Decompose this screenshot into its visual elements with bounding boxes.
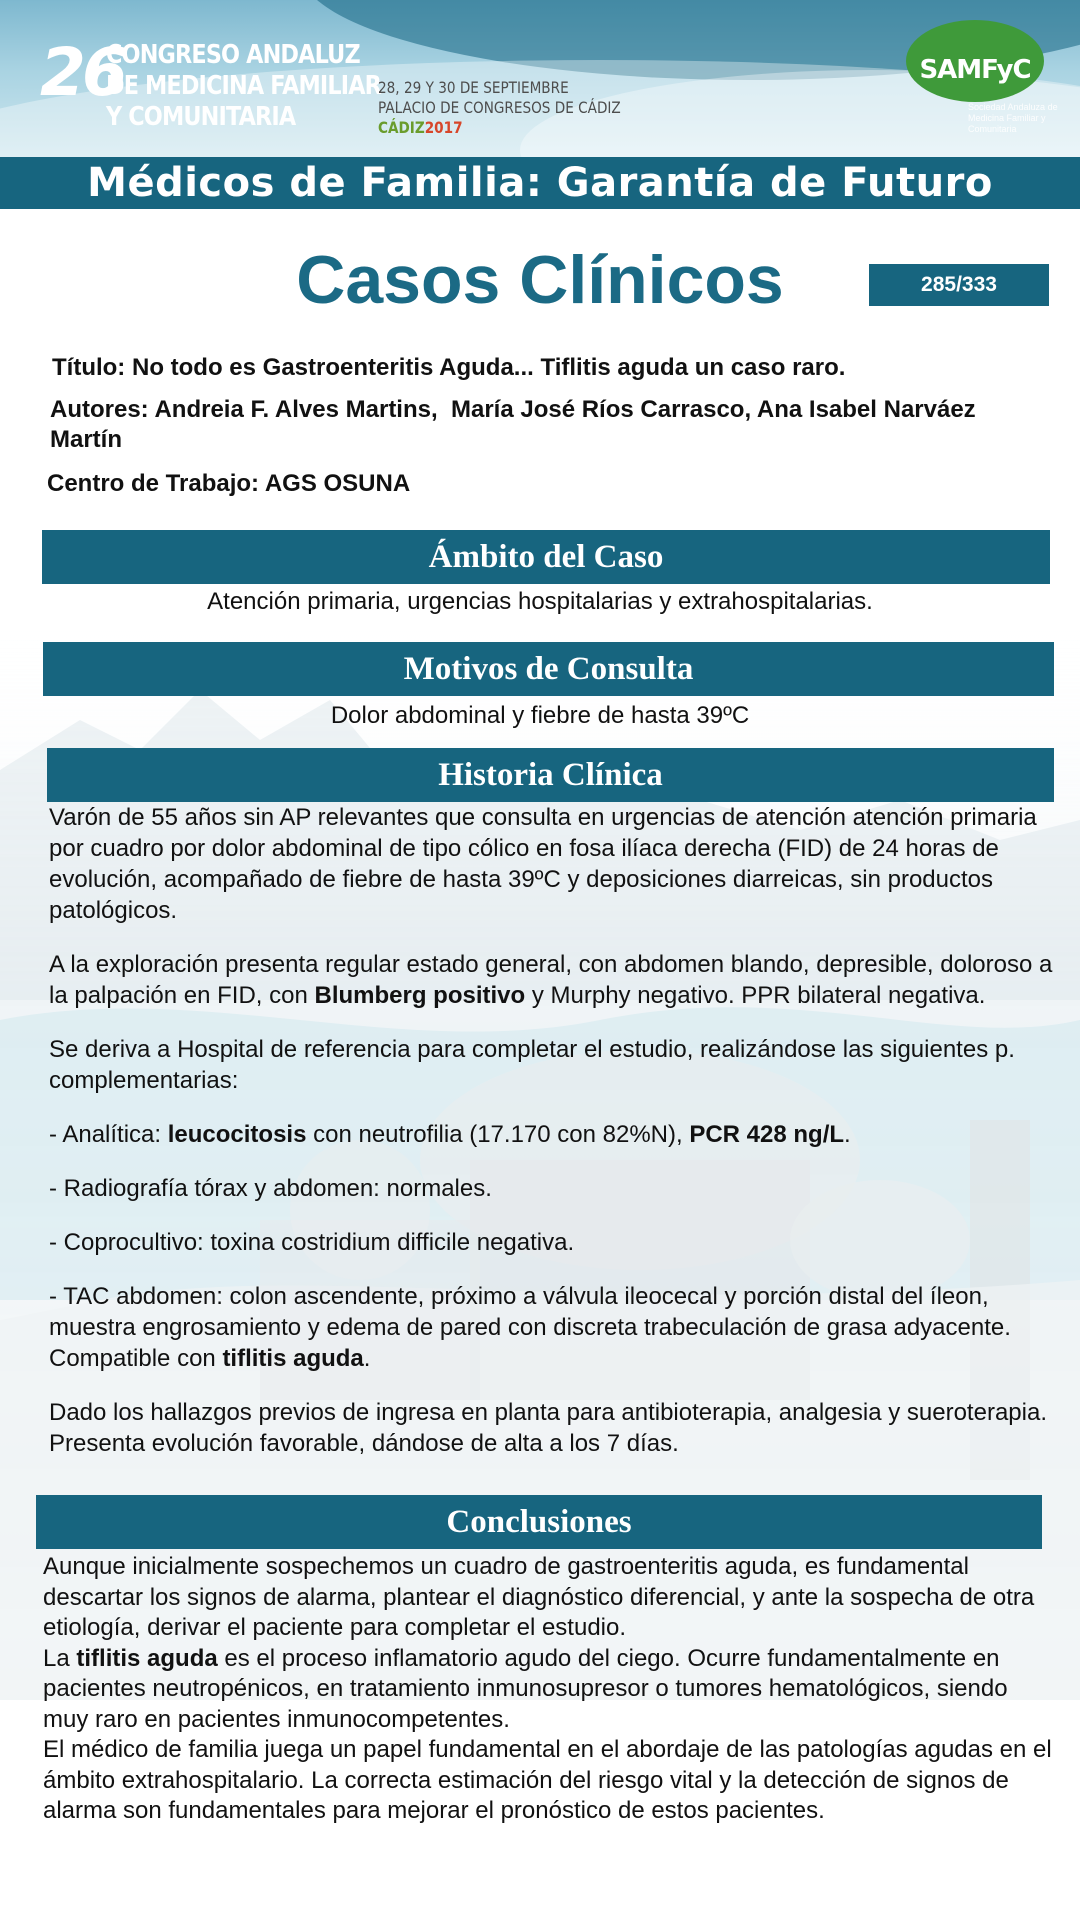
congress-header-banner xyxy=(0,0,1080,157)
text-run: La xyxy=(43,1644,77,1672)
conclusiones-paragraph: Aunque inicialmente sospechemos un cuadro de gastroenteritis aguda, es fundamental descartar los signos de alarma, plantear el diagnóstico diferencial, y ante la sospecha de otra etiología, derivar el paciente para completar el estudio. xyxy=(43,1553,1035,1641)
text-run: es el proceso inflamatorio agudo del ciego. Ocurre fundamentalmente en pacientes neutropénicos, en tratamiento inmunosupresor o tumores hematológicos, siendo muy raro en pacientes inmunocompetentes. xyxy=(43,1644,1008,1733)
work-center xyxy=(47,469,947,499)
congress-venue: PALACIO DE CONGRESOS DE CÁDIZ xyxy=(378,98,621,117)
conclusiones-body xyxy=(43,1552,1053,1827)
historia-paragraph: Dado los hallazgos previos de ingresa en planta para antibioterapia, analgesia y sueroterapia. Presenta evolución favorable, dándose de alta a los 7 días. xyxy=(49,1399,1047,1457)
case-title-label: Título: xyxy=(52,354,126,381)
case-authors xyxy=(50,395,1010,455)
congress-title-line: Y COMUNITARIA xyxy=(106,102,296,132)
bold-text-run: Blumberg positivo xyxy=(314,982,526,1009)
work-center-value: AGS OSUNA xyxy=(264,470,411,497)
congress-title-line: DE MEDICINA FAMILIAR xyxy=(106,71,382,101)
case-authors-label: Autores: xyxy=(50,396,149,423)
text-run: A la exploración presenta regular estado general, con abdomen blando, depresible, doloroso a la palpación en FID, con xyxy=(49,951,1053,1009)
bold-text-run: leucocitosis xyxy=(167,1121,307,1148)
bold-text-run: PCR 428 ng/L xyxy=(689,1121,845,1148)
historia-paragraph xyxy=(49,1281,1059,1374)
page-title: Casos Clínicos xyxy=(296,242,784,318)
slogan-bar xyxy=(0,157,1080,209)
congress-dates: 28, 29 Y 30 DE SEPTIEMBRE xyxy=(378,78,569,97)
case-title xyxy=(52,353,1052,383)
conclusiones-paragraph xyxy=(43,1644,1053,1736)
congress-number: 26 xyxy=(40,34,124,111)
text-run: - Analítica: xyxy=(49,1121,168,1148)
case-authors-value: Andreia F. Alves Martins, María José Ríos Carrasco, Ana Isabel Narváez Martín xyxy=(50,396,983,453)
congress-title-line: CONGRESO ANDALUZ xyxy=(106,40,360,70)
historia-paragraph xyxy=(49,949,1059,1011)
conclusiones-paragraph: El médico de familia juega un papel fundamental en el abordaje de las patologías agudas en el ámbito extrahospitalario. La correcta estimación del riesgo vital y la detección de signos de alarma son fundamentales para mejorar el pronóstico de estos pacientes. xyxy=(43,1736,1052,1824)
samfyc-logo-text: SAMFyC xyxy=(919,55,1031,85)
section-header-historia: Historia Clínica xyxy=(47,748,1054,802)
motivos-text: Dolor abdominal y fiebre de hasta 39ºC xyxy=(330,702,750,729)
text-run: . xyxy=(844,1121,851,1148)
historia-body xyxy=(49,802,1059,1482)
historia-paragraph: Se deriva a Hospital de referencia para completar el estudio, realizándose las siguientes p. complementarias: xyxy=(49,1036,1015,1094)
historia-paragraph xyxy=(49,1119,1059,1150)
congress-city: CÁDIZ xyxy=(378,118,425,137)
historia-paragraph: - Coprocultivo: toxina costridium difficile negativa. xyxy=(49,1229,575,1256)
work-center-label: Centro de Trabajo: xyxy=(47,470,260,497)
ambito-text: Atención primaria, urgencias hospitalarias y extrahospitalarias. xyxy=(207,588,873,615)
slogan-text: Médicos de Familia: Garantía de Futuro xyxy=(87,160,993,206)
text-run: y Murphy negativo. PPR bilateral negativa. xyxy=(525,982,986,1009)
case-number-badge: 285/333 xyxy=(869,264,1049,306)
text-run: - TAC abdomen: colon ascendente, próximo a válvula ileocecal y porción distal del íleon, muestra engrosamiento y edema de pared con discreta trabeculación de grasa adyacente. Compatible con xyxy=(49,1283,1011,1372)
samfyc-logo-subtitle: Sociedad Andaluza de Medicina Familiar y Comunitaria xyxy=(968,102,1058,134)
congress-info xyxy=(378,78,621,138)
bold-text-run: tiflitis aguda xyxy=(222,1345,364,1372)
section-header-ambito: Ámbito del Caso xyxy=(42,530,1050,584)
section-header-motivos: Motivos de Consulta xyxy=(43,642,1054,696)
congress-year: 2017 xyxy=(424,118,463,137)
text-run: . xyxy=(363,1345,371,1372)
case-title-value: No todo es Gastroenteritis Aguda... Tiflitis aguda un caso raro. xyxy=(131,354,846,381)
congress-title xyxy=(106,40,382,133)
text-run: con neutrofilia (17.170 con 82%N), xyxy=(306,1121,690,1148)
historia-paragraph: - Radiografía tórax y abdomen: normales. xyxy=(49,1175,492,1202)
section-header-conclusiones: Conclusiones xyxy=(36,1495,1042,1549)
historia-paragraph: Varón de 55 años sin AP relevantes que consulta en urgencias de atención atención primaria por cuadro por dolor abdominal de tipo cólico en fosa ilíaca derecha (FID) de 24 horas de evolución, acompañado de fiebre de hasta 39ºC y deposiciones diarreicas, sin productos patológicos. xyxy=(49,804,1037,924)
congress-city-year xyxy=(378,118,621,138)
bold-text-run: tiflitis aguda xyxy=(76,1644,218,1672)
